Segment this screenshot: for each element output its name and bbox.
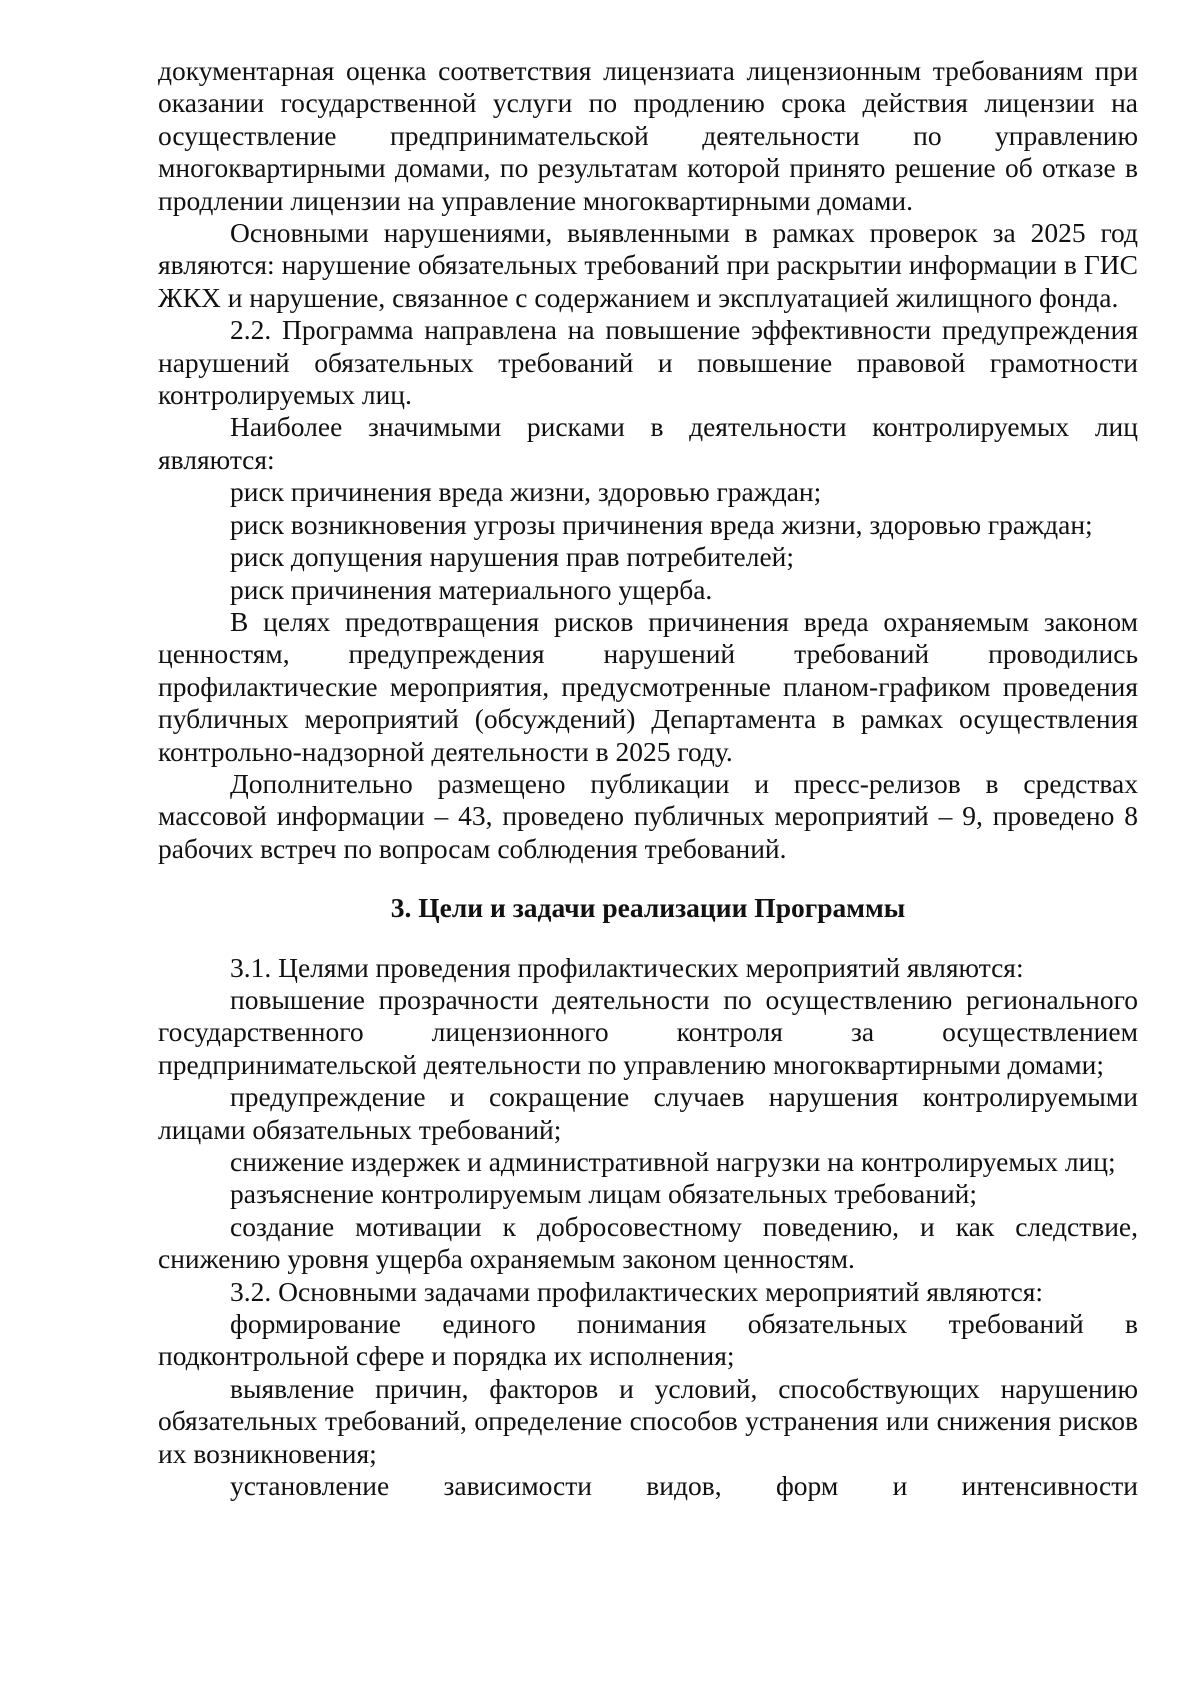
paragraph-risks-intro: Наиболее значимыми рисками в деятельности контролируемых лиц являются: <box>158 411 1138 475</box>
paragraph-goal-costs: снижение издержек и административной нагрузки на контролируемых лиц; <box>230 1146 1116 1177</box>
paragraph-program-purpose: 2.2. Программа направлена на повышение эффективности предупреждения нарушений обязательных требований и повышение правовой грамотности контролируемых лиц. <box>158 314 1138 411</box>
paragraph-goal-explanation: разъяснение контролируемым лицам обязательных требований; <box>230 1178 978 1210</box>
paragraph-goal-prevention: предупреждение и сокращение случаев нарушения контролируемыми лицами обязательных требований; <box>158 1081 1138 1145</box>
section-3-heading: 3. Цели и задачи реализации Программы <box>390 892 906 924</box>
paragraph-publications: Дополнительно размещено публикации и пресс-релизов в средствах массовой информации – 43, проведено публичных мероприятий – 9, проведено 8 рабочих встреч по вопросам соблюдения требований. <box>158 767 1138 864</box>
document-page <box>158 55 1138 1502</box>
list-item: риск допущения нарушения прав потребителей; <box>230 541 795 573</box>
paragraph-task-dependency: установление зависимости видов, форм и интенсивности <box>230 1470 1138 1502</box>
paragraph-task-understanding: формирование единого понимания обязательных требований в подконтрольной сфере и порядка их исполнения; <box>158 1308 1138 1372</box>
risks-list <box>158 476 1138 606</box>
paragraph-goal-transparency: повышение прозрачности деятельности по осуществлению регионального государственного лицензионного контроля за осуществлением предпринимательской деятельности по управлению многоквартирными домами; <box>158 983 1138 1080</box>
paragraph-prevention-measures: В целях предотвращения рисков причинения вреда охраняемым законом ценностям, предупреждения нарушений требований проводились профилактические мероприятия, предусмотренные планом-графиком проведения публичных мероприятий (обсуждений) Департамента в рамках осуществления контрольно-надзорной деятельности в 2025 году. <box>158 605 1138 767</box>
list-item: риск возникновения угрозы причинения вреда жизни, здоровью граждан; <box>230 508 1093 540</box>
paragraph-tasks-intro: 3.2. Основными задачами профилактических мероприятий являются: <box>230 1275 1044 1307</box>
list-item: риск причинения материального ущерба. <box>230 573 713 605</box>
paragraph-license-assessment: документарная оценка соответствия лицензиата лицензионным требованиям при оказании государственной услуги по продлению срока действия лицензии на осуществление предпринимательской деятельности по управлению многоквартирными домами, по результатам которой принято решение об отказе в продлении лицензии на управление многоквартирными домами. <box>158 55 1138 216</box>
paragraph-task-causes: выявление причин, факторов и условий, способствующих нарушению обязательных требований, определение способов устранения или снижения рисков их возникновения; <box>158 1372 1138 1469</box>
paragraph-goal-motivation: создание мотивации к добросовестному поведению, и как следствие, снижению уровня ущерба охраняемым законом ценностям. <box>158 1210 1138 1275</box>
list-item: риск причинения вреда жизни, здоровью граждан; <box>230 476 822 508</box>
paragraph-goals-intro: 3.1. Целями проведения профилактических мероприятий являются: <box>230 951 1024 983</box>
paragraph-main-violations: Основными нарушениями, выявленными в рамках проверок за 2025 год являются: нарушение обязательных требований при раскрытии информации в ГИС ЖКХ и нарушение, связанное с содержанием и эксплуатацией жилищного фонда. <box>158 217 1138 313</box>
